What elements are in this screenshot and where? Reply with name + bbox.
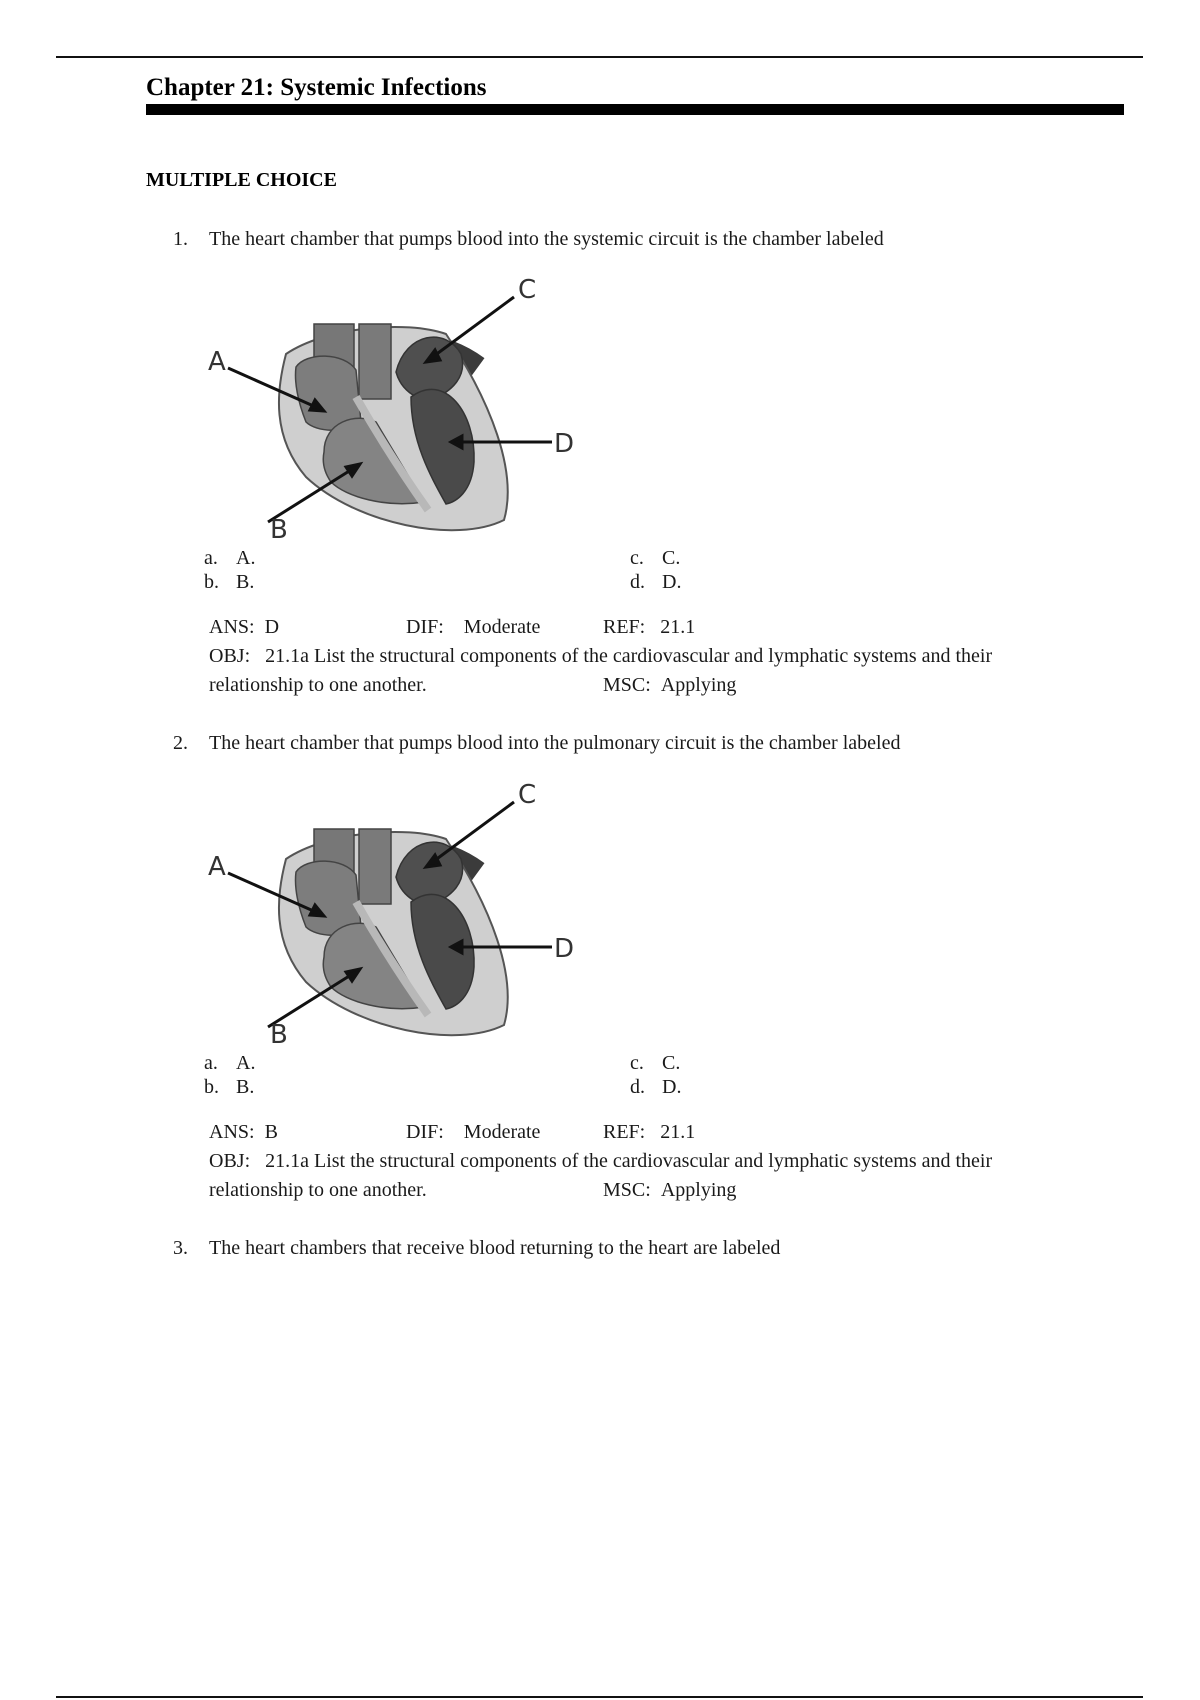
difficulty-value: Moderate <box>463 1121 541 1143</box>
msc-field <box>603 674 736 697</box>
option-text: C. <box>662 547 681 569</box>
objective-field <box>209 1150 992 1173</box>
heart-diagram <box>206 272 596 545</box>
option-letter: c. <box>630 1052 644 1074</box>
option-a[interactable] <box>204 547 255 570</box>
option-letter: c. <box>630 547 644 569</box>
arrow-c <box>434 297 514 356</box>
section-heading: MULTIPLE CHOICE <box>146 169 337 191</box>
option-letter: d. <box>630 571 645 593</box>
objective-text: 21.1a List the structural components of the cardiovascular and lymphatic systems and their <box>265 1150 993 1172</box>
option-letter: d. <box>630 1076 645 1098</box>
answer-value: B <box>264 1121 278 1143</box>
question-number: 1. <box>173 228 188 250</box>
answer-value: D <box>264 616 280 638</box>
reference-field <box>603 616 695 639</box>
option-d[interactable] <box>630 1076 681 1099</box>
objective-continuation: relationship to one another. <box>209 1179 427 1201</box>
title-bar <box>146 104 1124 115</box>
option-text: D. <box>662 571 682 593</box>
option-d[interactable] <box>630 571 681 594</box>
answer-field <box>209 616 279 639</box>
option-letter: a. <box>204 547 218 569</box>
option-text: A. <box>236 1052 256 1074</box>
question-number: 2. <box>173 732 188 754</box>
question-stem: The heart chambers that receive blood returning to the heart are labeled <box>209 1237 781 1259</box>
figure-label-c: C <box>518 275 537 305</box>
figure-label-a: A <box>208 347 226 377</box>
msc-value: Applying <box>660 674 737 696</box>
difficulty-key: DIF: <box>406 1121 444 1143</box>
option-c[interactable] <box>630 1052 680 1075</box>
msc-key: MSC: <box>603 1179 651 1201</box>
msc-value: Applying <box>660 1179 737 1201</box>
heart-diagram <box>206 777 596 1050</box>
figure-label-d: D <box>554 429 575 459</box>
figure-label-b: B <box>270 1020 288 1050</box>
option-text: C. <box>662 1052 681 1074</box>
msc-field <box>603 1179 736 1202</box>
difficulty-field <box>406 616 540 639</box>
option-text: B. <box>236 1076 255 1098</box>
objective-field <box>209 645 992 668</box>
option-text: A. <box>236 547 256 569</box>
option-b[interactable] <box>204 1076 254 1099</box>
pulmonary-trunk <box>359 324 391 399</box>
option-c[interactable] <box>630 547 680 570</box>
objective-continuation: relationship to one another. <box>209 674 427 696</box>
msc-key: MSC: <box>603 674 651 696</box>
objective-key: OBJ: <box>209 1150 251 1172</box>
heart-shape <box>279 829 508 1035</box>
bottom-rule <box>56 1696 1143 1698</box>
reference-field <box>603 1121 695 1144</box>
answer-field <box>209 1121 278 1144</box>
figure-label-b: B <box>270 515 288 545</box>
option-letter: b. <box>204 571 219 593</box>
heart-shape <box>279 324 508 530</box>
option-text: D. <box>662 1076 682 1098</box>
answer-key: ANS: <box>209 1121 255 1143</box>
reference-value: 21.1 <box>660 1121 696 1143</box>
figure-label-a: A <box>208 852 226 882</box>
top-rule <box>56 56 1143 58</box>
option-a[interactable] <box>204 1052 255 1075</box>
figure-label-d: D <box>554 934 575 964</box>
answer-key: ANS: <box>209 616 255 638</box>
option-text: B. <box>236 571 255 593</box>
reference-key: REF: <box>603 1121 646 1143</box>
figure-label-c: C <box>518 780 537 810</box>
question-stem: The heart chamber that pumps blood into the systemic circuit is the chamber labeled <box>209 228 884 250</box>
heart-diagram-svg <box>206 777 596 1050</box>
chapter-title: Chapter 21: Systemic Infections <box>146 74 487 101</box>
difficulty-field <box>406 1121 540 1144</box>
question-number: 3. <box>173 1237 188 1259</box>
reference-key: REF: <box>603 616 646 638</box>
heart-diagram-svg <box>206 272 596 545</box>
option-letter: a. <box>204 1052 218 1074</box>
option-letter: b. <box>204 1076 219 1098</box>
arrow-c <box>434 802 514 861</box>
objective-text: 21.1a List the structural components of the cardiovascular and lymphatic systems and their <box>265 645 993 667</box>
difficulty-value: Moderate <box>463 616 541 638</box>
difficulty-key: DIF: <box>406 616 444 638</box>
question-stem: The heart chamber that pumps blood into the pulmonary circuit is the chamber labeled <box>209 732 901 754</box>
objective-key: OBJ: <box>209 645 251 667</box>
reference-value: 21.1 <box>660 616 696 638</box>
pulmonary-trunk <box>359 829 391 904</box>
option-b[interactable] <box>204 571 254 594</box>
